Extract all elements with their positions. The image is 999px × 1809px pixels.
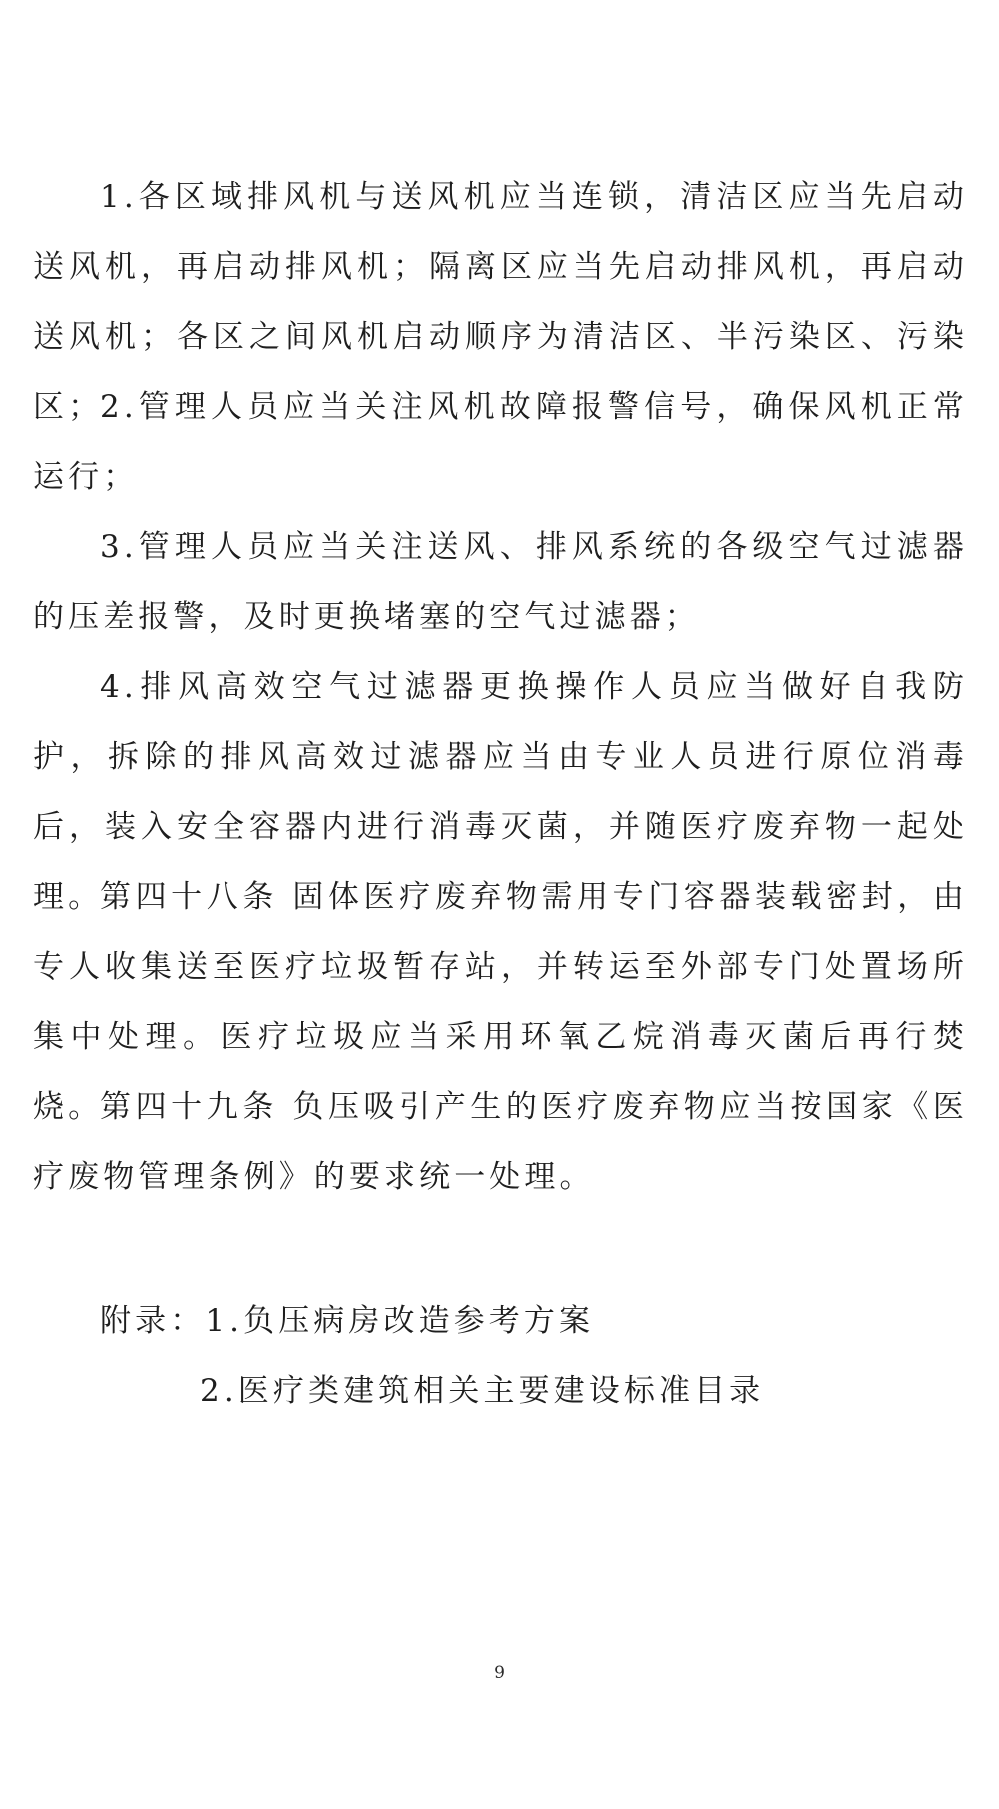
paragraph-article-49: 第四十九条 负压吸引产生的医疗废弃物应当按国家《医疗废物管理条例》的要求统一处理。: [33, 1089, 968, 1195]
page-number: 9: [494, 1663, 505, 1683]
paragraph-article-48: 第四十八条 固体医疗废弃物需用专门容器装载密封，由专人收集送至医疗垃圾暂存站，并转运至外部专门处置场所集中处理。医疗垃圾应当采用环氧乙烷消毒灭菌后再行焚烧。: [33, 879, 968, 1125]
appendix-first-line: [100, 1286, 594, 1356]
paragraph-filter-replacement: 4.排风高效空气过滤器更换操作人员应当做好自我防护，拆除的排风高效过滤器应当由专业人员进行原位消毒后，装入安全容器内进行消毒灭菌，并随医疗废弃物一起处理。: [33, 669, 968, 915]
paragraph-filter-pressure-alarm: 3.管理人员应当关注送风、排风系统的各级空气过滤器的压差报警，及时更换堵塞的空气过滤器；: [33, 529, 968, 635]
appendix-label: 附录：: [100, 1303, 206, 1339]
paragraph-fan-alarm: 2.管理人员应当关注风机故障报警信号，确保风机正常运行；: [33, 389, 968, 495]
paragraph-fan-interlock: 1.各区域排风机与送风机应当连锁，清洁区应当先启动送风机，再启动排风机；隔离区应当先启动排风机，再启动送风机；各区之间风机启动顺序为清洁区、半污染区、污染区；: [33, 179, 968, 425]
appendix-item-1: 1.负压病房改造参考方案: [205, 1303, 595, 1339]
appendix-item-2: 2.医疗类建筑相关主要建设标准目录: [200, 1373, 765, 1409]
